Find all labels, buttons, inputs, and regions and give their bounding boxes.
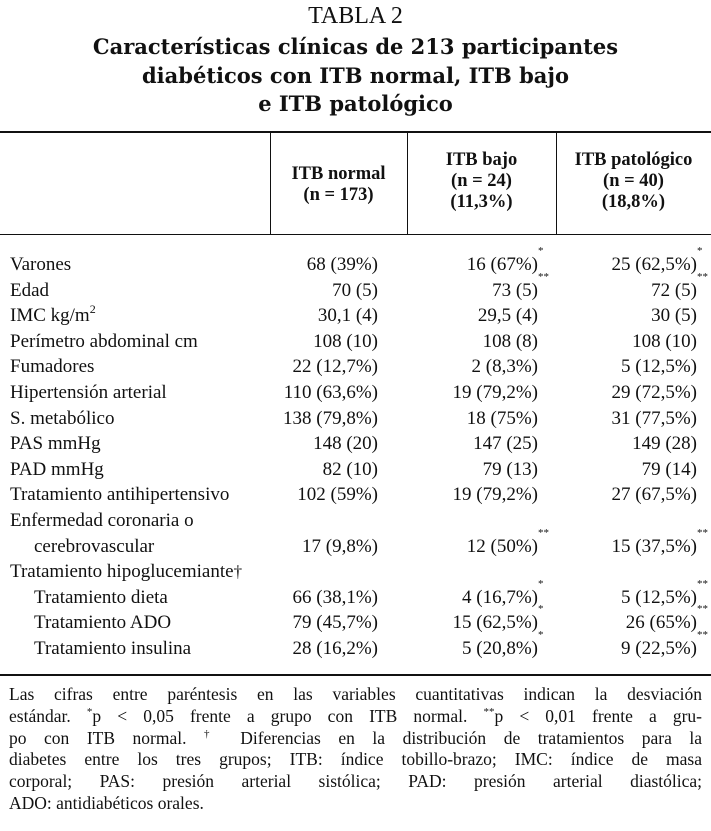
row-label	[10, 303, 96, 329]
table-cell	[453, 380, 538, 406]
table-cell	[632, 329, 697, 355]
table-cell	[612, 482, 697, 508]
table-cell	[283, 406, 378, 432]
significance-marker: *	[86, 705, 93, 718]
footnote-line	[9, 706, 702, 728]
cell-value: 108 (10)	[632, 330, 697, 352]
row-label-text: Tratamiento hipoglucemiante	[10, 561, 234, 583]
column-header-itb-normal	[270, 164, 407, 206]
cell-value: 73 (5)	[492, 279, 538, 301]
significance-marker: **	[697, 603, 708, 616]
table-row	[0, 603, 711, 636]
cell-value: 108 (8)	[482, 330, 538, 352]
table-row	[0, 270, 711, 304]
cell-value: 110 (63,6%)	[283, 381, 378, 403]
table-row	[0, 559, 711, 585]
significance-marker: *	[538, 245, 544, 257]
table-row	[0, 577, 711, 611]
cell-value: 29,5 (4)	[477, 305, 538, 327]
cell-value: 148 (20)	[313, 433, 378, 455]
table-cell	[483, 457, 538, 483]
cell-value: 82 (10)	[322, 458, 378, 480]
cell-value: 68 (39%)	[306, 254, 378, 275]
cell-value: 16 (67%)	[466, 254, 538, 275]
table-cell	[307, 252, 378, 278]
table-cell	[332, 278, 378, 304]
row-label-text: Perímetro abdominal cm	[10, 330, 198, 352]
row-label	[34, 585, 168, 611]
table-cell	[313, 431, 378, 457]
significance-marker: *	[538, 577, 544, 590]
cell-value: 29 (72,5%)	[611, 381, 697, 403]
table-row	[0, 482, 711, 508]
footnote-line: corporal; PAS: presión arterial sistólica; PAD: presión arterial diastólica;	[9, 771, 702, 792]
header-bottom-rule	[0, 234, 711, 235]
footnote-text: Diferencias en la distribución de tratamientos para la	[240, 727, 703, 748]
row-label	[10, 354, 94, 380]
table-row	[0, 303, 711, 329]
cell-value: 72 (5)	[651, 279, 697, 301]
cell-value: 70 (5)	[332, 279, 378, 301]
table-cell	[611, 245, 703, 278]
row-label-text: Tratamiento dieta	[34, 586, 168, 608]
cell-value: 15 (37,5%)	[611, 535, 697, 557]
table-cell	[612, 406, 697, 432]
cell-value: 102 (59%)	[297, 484, 378, 506]
table-cell	[632, 431, 697, 457]
table-cell	[472, 354, 538, 380]
cell-value: 2 (8,3%)	[471, 356, 538, 378]
cell-value: 12 (50%)	[466, 535, 538, 557]
table-cell	[302, 534, 378, 560]
significance-marker: *	[538, 628, 544, 641]
cell-value: 66 (38,1%)	[292, 586, 378, 608]
footnote-text: p < 0,01 frente a gru-	[494, 705, 703, 726]
row-label	[10, 380, 167, 406]
cell-value: 79 (45,7%)	[292, 612, 378, 634]
row-label-text: Fumadores	[10, 356, 95, 378]
unit-superscript: 2	[89, 302, 96, 317]
row-label-text: Varones	[10, 254, 72, 275]
table-cell	[323, 457, 378, 483]
row-label-text: cerebrovascular	[34, 535, 155, 557]
table-title-line: e ITB patológico	[258, 91, 453, 116]
significance-marker: **	[538, 526, 549, 539]
significance-marker: **	[697, 526, 708, 539]
table-row	[0, 457, 711, 483]
cell-value: 30,1 (4)	[317, 305, 378, 327]
footnote-line	[9, 728, 702, 750]
table-cell	[284, 380, 378, 406]
row-label-text: IMC kg/m	[10, 305, 90, 327]
significance-marker: **	[483, 705, 495, 718]
cell-value: 5 (20,8%)	[462, 637, 538, 659]
dagger-marker: †	[204, 727, 223, 740]
table-cell	[313, 329, 378, 355]
cell-value: 26 (65%)	[625, 612, 697, 634]
cell-value: 15 (62,5%)	[452, 612, 538, 634]
row-label-text: Hipertensión arterial	[10, 381, 167, 403]
cell-value: 22 (12,7%)	[292, 356, 378, 378]
column-header-line: (n = 24)	[451, 171, 512, 191]
table-body	[0, 245, 711, 662]
table-cell	[466, 526, 549, 560]
table-cell	[621, 577, 708, 611]
cell-value: 79 (13)	[482, 458, 538, 480]
cell-value: 27 (67,5%)	[611, 484, 697, 506]
table-cell	[621, 354, 697, 380]
row-label	[10, 482, 229, 508]
cell-value: 79 (14)	[641, 458, 697, 480]
significance-marker: **	[697, 270, 708, 283]
table-cell	[621, 628, 708, 662]
row-label-text: Tratamiento ADO	[34, 612, 172, 634]
column-header-line: (n = 40)	[603, 171, 664, 191]
table-cell	[651, 270, 708, 304]
table-row	[0, 329, 711, 355]
footnote-line: Las cifras entre paréntesis en las variables cuantitativas indican la desviación	[9, 684, 702, 704]
table-title-line: diabéticos con ITB normal, ITB bajo	[142, 62, 569, 88]
footnote-text: p < 0,05 frente a grupo con ITB normal.	[92, 705, 468, 726]
significance-marker: **	[538, 270, 549, 283]
table-cell	[293, 354, 378, 380]
table-cell	[492, 270, 549, 304]
significance-marker: *	[697, 245, 703, 257]
cell-value: 30 (5)	[651, 305, 697, 327]
row-label	[10, 431, 101, 457]
table-cell	[642, 457, 697, 483]
cell-value: 18 (75%)	[466, 407, 538, 429]
significance-marker: **	[697, 577, 708, 590]
table-row	[0, 245, 711, 278]
table-row	[0, 628, 711, 662]
table-title	[0, 33, 711, 119]
table-cell	[473, 431, 538, 457]
table-cell	[611, 526, 708, 560]
table-cell	[297, 482, 378, 508]
row-label-text: Tratamiento antihipertensivo	[10, 484, 230, 506]
row-label	[34, 636, 191, 662]
cell-value: 5 (12,5%)	[621, 586, 697, 608]
table-cell	[318, 303, 378, 329]
column-header-itb-bajo	[407, 150, 556, 213]
row-label	[10, 278, 49, 304]
row-label	[10, 406, 114, 432]
cell-value: 9 (22,5%)	[621, 637, 697, 659]
table-footnote	[9, 684, 702, 815]
column-header-line: ITB patológico	[574, 150, 693, 170]
column-header-line: (11,3%)	[450, 192, 513, 212]
table-cell	[651, 303, 697, 329]
row-label-text: Tratamiento insulina	[34, 637, 192, 659]
row-label	[10, 329, 198, 355]
row-label	[10, 508, 194, 534]
row-label-text: PAD mmHg	[10, 458, 104, 480]
footnote-text: po con ITB normal.	[9, 727, 187, 748]
cell-value: 5 (12,5%)	[621, 356, 697, 378]
cell-value: 149 (28)	[632, 433, 697, 455]
row-label	[34, 534, 154, 560]
table-cell	[467, 406, 538, 432]
row-label-text: S. metabólico	[10, 407, 115, 429]
table-top-rule	[0, 131, 711, 133]
table-cell	[462, 628, 544, 662]
cell-value: 147 (25)	[473, 433, 538, 455]
row-label-text: Edad	[10, 279, 50, 301]
column-header-line: ITB bajo	[445, 150, 518, 170]
table-cell	[452, 603, 544, 636]
table-cell	[466, 245, 544, 278]
table-cell	[293, 585, 378, 611]
column-header-itb-patologico	[556, 150, 711, 213]
table-label: TABLA 2	[308, 3, 403, 29]
row-label	[10, 457, 104, 483]
footnote-line: ADO: antidiabéticos orales.	[9, 792, 204, 813]
cell-value: 28 (16,2%)	[292, 637, 378, 659]
table-title-line: Características clínicas de 213 participantes	[92, 34, 619, 59]
table-cell	[462, 577, 544, 611]
table-row	[0, 354, 711, 380]
significance-marker: **	[697, 628, 708, 641]
cell-value: 4 (16,7%)	[462, 586, 538, 608]
table-row	[0, 431, 711, 457]
cell-value: 19 (79,2%)	[452, 484, 538, 506]
table-cell	[483, 329, 538, 355]
table-cell	[612, 380, 697, 406]
table-row	[0, 406, 711, 432]
table-row	[0, 380, 711, 406]
row-label	[34, 610, 171, 636]
row-label	[10, 252, 71, 278]
table-cell	[293, 636, 378, 662]
cell-value: 138 (79,8%)	[283, 407, 378, 429]
row-label	[10, 559, 242, 585]
column-header-line: (18,8%)	[601, 192, 666, 212]
dagger-marker: †	[233, 562, 243, 582]
table-cell	[453, 482, 538, 508]
table-bottom-rule	[0, 674, 711, 676]
cell-value: 25 (62,5%)	[611, 254, 697, 275]
cell-value: 17 (9,8%)	[302, 535, 378, 557]
row-label-text: PAS mmHg	[10, 433, 101, 455]
table-row	[0, 526, 711, 560]
row-label-text: Enfermedad coronaria o	[10, 509, 194, 531]
significance-marker: *	[538, 603, 544, 616]
footnote-line: diabetes entre los tres grupos; ITB: índice tobillo-brazo; IMC: índice de masa	[9, 749, 702, 770]
table-cell	[293, 610, 378, 636]
footnote-text: estándar.	[9, 705, 71, 726]
table-row	[0, 508, 711, 534]
column-header-line: (n = 173)	[303, 185, 374, 205]
cell-value: 31 (77,5%)	[611, 407, 697, 429]
cell-value: 19 (79,2%)	[452, 381, 538, 403]
column-header-line: ITB normal	[291, 164, 386, 184]
table-cell	[625, 603, 708, 636]
cell-value: 108 (10)	[313, 330, 378, 352]
table-cell	[478, 303, 538, 329]
